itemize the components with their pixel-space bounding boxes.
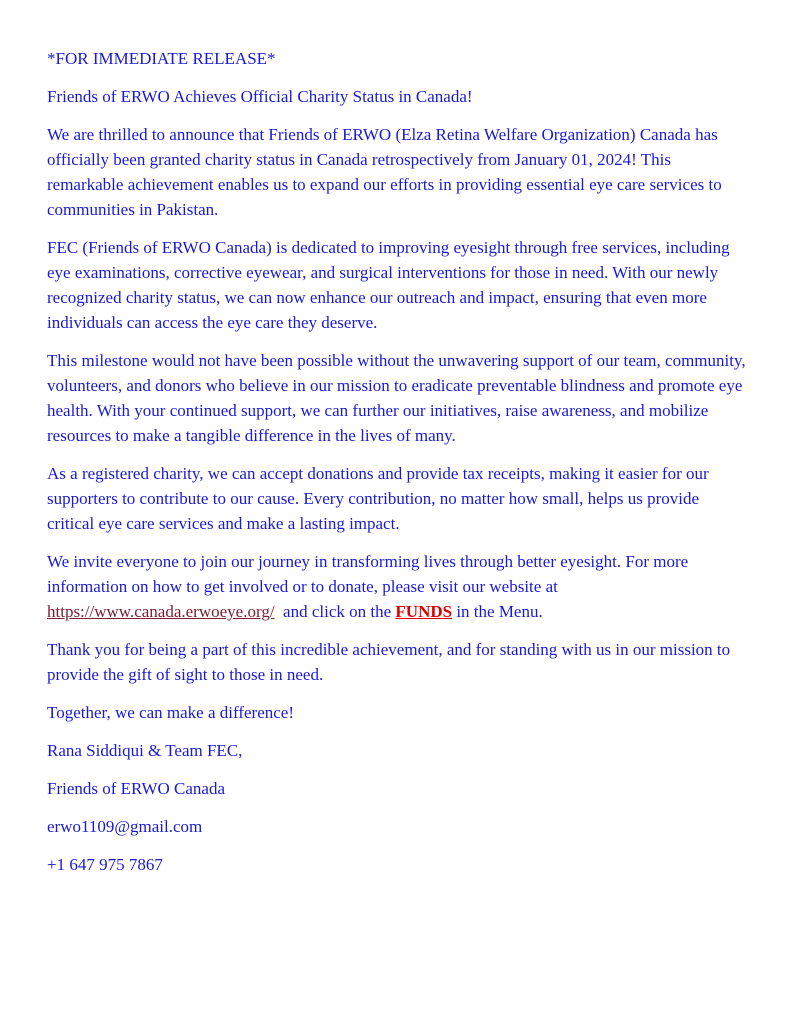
- signature-name: Rana Siddiqui & Team FEC,: [47, 741, 243, 760]
- signature-phone: +1 647 975 7867: [47, 855, 163, 874]
- website-link[interactable]: https://www.canada.erwoeye.org/: [47, 602, 275, 621]
- paragraph-thanks: Thank you for being a part of this incredible achievement, and for standing with us in our mission to provide the gift of sight to those in need.: [47, 640, 731, 684]
- paragraph-donations: As a registered charity, we can accept donations and provide tax receipts, making it easier for our supporters to contribute to our cause. Every contribution, no matter how small, helps us provide critical eye care services and make a lasting impact.: [47, 464, 709, 533]
- paragraph-announcement: We are thrilled to announce that Friends of ERWO (Elza Retina Welfare Organization) Canada has officially been granted charity status in Canada retrospectively from January 01, 2024! This remarkable achievement enables us to expand our efforts in providing essential eye care services to communities in Pakistan.: [47, 125, 722, 219]
- release-header: *FOR IMMEDIATE RELEASE*: [47, 49, 276, 68]
- headline: Friends of ERWO Achieves Official Charity Status in Canada!: [47, 87, 473, 106]
- invite-text-middle: and click on the: [274, 602, 396, 621]
- invite-text-end: in the Menu.: [452, 602, 543, 621]
- press-release: [47, 46, 747, 890]
- signature-email: erwo1109@gmail.com: [47, 817, 203, 836]
- paragraph-mission: FEC (Friends of ERWO Canada) is dedicated to improving eyesight through free services, including eye examinations, corrective eyewear, and surgical interventions for those in need. With our newly recognized charity status, we can now enhance our outreach and impact, ensuring that even more individuals can access the eye care they deserve.: [47, 238, 730, 332]
- paragraph-invite: [47, 549, 747, 624]
- signature-org: Friends of ERWO Canada: [47, 779, 225, 798]
- paragraph-support: This milestone would not have been possible without the unwavering support of our team, community, volunteers, and donors who believe in our mission to eradicate preventable blindness and promote eye health. With your continued support, we can further our initiatives, raise awareness, and mobilize resources to make a tangible difference in the lives of many.: [47, 351, 746, 445]
- invite-text: We invite everyone to join our journey in transforming lives through better eyesight. For more information on how to get involved or to donate, please visit our website at: [47, 552, 689, 596]
- funds-link[interactable]: FUNDS: [395, 602, 453, 621]
- paragraph-together: Together, we can make a difference!: [47, 703, 295, 722]
